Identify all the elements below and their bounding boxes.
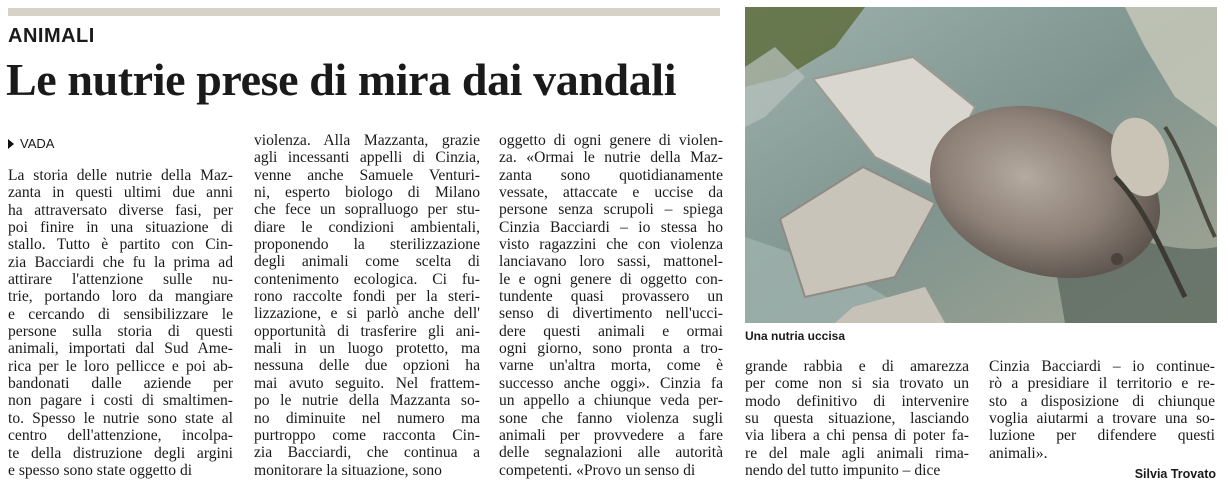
article-text-line: su questa situazione, lasciando [745, 410, 969, 428]
article-text-line: dere questi animali e ormai [499, 322, 723, 340]
article-text-line: Cinzia Bacciardi – io stessa ho [499, 218, 723, 236]
header-rule [8, 8, 720, 16]
article-column-5 [989, 358, 1215, 462]
article-text-line: tundente quasi provassero un [499, 288, 723, 306]
article-text-line: per come non si sia trovato un [745, 375, 969, 393]
byline: Silvia Trovato [1134, 467, 1216, 481]
article-text-line: to. Spesso le nutrie sono state al [8, 409, 233, 427]
article-text-line: La storia delle nutrie della Maz- [8, 167, 233, 184]
section-label: ANIMALI [8, 25, 95, 47]
article-text-line: ha attraversato diverse fasi, per [8, 201, 233, 219]
article-text-line: senso di divertimento nell'ucci- [499, 305, 723, 323]
article-text-line: stallo. Tutto è partito con Cin- [8, 236, 233, 254]
article-text-line: modo definitivo di intervenire [745, 392, 969, 410]
article-text-line: le e ogni genere di oggetto con- [499, 270, 723, 288]
dateline-text: VADA [20, 136, 55, 151]
article-text-line: competenti. «Provo un senso di [499, 461, 696, 479]
article-text-line: e spesso sono state oggetto di [8, 461, 193, 479]
headline: Le nutrie prese di mira dai vandali [6, 54, 677, 105]
article-text-line: ni, esperto biologo di Milano [254, 184, 480, 202]
article-text-line: vessate, attaccate e uccise da [499, 184, 723, 202]
article-text-line: lizzazione, e si parlò anche dell' [254, 305, 480, 323]
article-text-line: nessuna delle due opzioni ha [254, 357, 480, 375]
article-text-line: nendo del tutto impunito – dice [745, 462, 941, 480]
article-text-line: voglia aiutarmi a trovare una so- [989, 410, 1215, 428]
article-text-line: sto a disposizione di chiunque [989, 392, 1215, 410]
article-text-line: rò a presidiare il territorio e re- [989, 375, 1215, 393]
article-text-line: opportunità di trasferire gli ani- [254, 322, 480, 340]
article-text-line: po le nutrie della Mazzanta so- [254, 392, 480, 410]
article-text-line: agli incessanti appelli di Cinzia, [254, 149, 480, 167]
photo-caption: Una nutria uccisa [745, 329, 846, 343]
article-text-line: e cercando di sensibilizzare le [8, 305, 233, 323]
article-text-line: purtroppo come racconta Cin- [254, 426, 480, 444]
article-text-line: rono raccolte fondi per la steri- [254, 288, 480, 306]
article-text-line: che fece un sopralluogo per stu- [254, 201, 480, 219]
article-column-2 [254, 132, 480, 479]
article-text-line: attirare l'attenzione sulle nu- [8, 271, 233, 289]
article-text-line: te della distruzione degli argini [8, 444, 233, 462]
article-column-1 [8, 167, 233, 479]
article-text-line: proponendo la sterilizzazione [254, 236, 480, 254]
article-text-line: zanta in questi ultimi due anni [8, 184, 233, 202]
article-text-line: delle segnalazioni alle autorità [499, 444, 723, 462]
article-text-line: poi finire in una situazione di [8, 219, 233, 237]
article-text-line: mai avuto seguito. Nel frattem- [254, 374, 480, 392]
article-text-line: visto ragazzini che con violenza [499, 236, 723, 254]
article-text-line: trie, portando loro da mangiare [8, 288, 233, 306]
article-text-line: via libera a chi pensa di poter fa- [745, 427, 969, 445]
article-text-line: Cinzia Bacciardi – io continue- [989, 358, 1215, 375]
article-text-line: zia Bacciardi che fu la prima ad [8, 253, 233, 271]
article-text-line: successo anche oggi». Cinzia fa [499, 374, 723, 392]
article-text-line: monitorare la situazione, sono [254, 461, 442, 479]
article-text-line: oggetto di ogni genere di violen- [499, 132, 723, 149]
article-text-line: ogni giorno, sono pronta a tro- [499, 340, 723, 358]
article-text-line: animali, importati dal Sud Ame- [8, 340, 233, 358]
article-text-line: diare le condizioni ambientali, [254, 218, 480, 236]
article-text-line: centro dell'attenzione, incolpa- [8, 427, 233, 445]
article-text-line: venne anche Samuele Venturi- [254, 166, 480, 184]
article-text-line: lanciavano loro sassi, mattonel- [499, 253, 723, 271]
article-text-line: re del male agli animali rima- [745, 444, 969, 462]
article-text-line: animali per provvedere a fare [499, 426, 723, 444]
article-text-line: non pagare i costi di smaltimen- [8, 392, 233, 410]
article-text-line: grande rabbia e di amarezza [745, 358, 969, 375]
article-text-line: contenimento ecologica. Ci fu- [254, 270, 480, 288]
article-text-line: un appello a chiunque veda per- [499, 392, 723, 410]
article-text-line: animali». [989, 444, 1048, 462]
article-text-line: no diminuite nel numero ma [254, 409, 480, 427]
article-text-line: persone senza scrupoli – spiega [499, 201, 723, 219]
article-text-line: violenza. Alla Mazzanta, grazie [254, 132, 480, 149]
article-column-4 [745, 358, 969, 479]
article-text-line: degli animali come scelta di [254, 253, 480, 271]
article-text-line: varne un'altra morta, come è [499, 357, 723, 375]
dead-nutria-photo [745, 7, 1217, 323]
article-text-line: persone sulla storia di questi [8, 323, 233, 341]
article-column-3 [499, 132, 723, 479]
triangle-bullet-icon [8, 139, 14, 149]
article-text-line: sone che fanno violenza sugli [499, 409, 723, 427]
article-text-line: za. «Ormai le nutrie della Maz- [499, 149, 723, 167]
article-text-line: zanta sono quotidianamente [499, 166, 723, 184]
dateline [8, 136, 54, 152]
article-text-line: luzione per difendere questi [989, 427, 1215, 445]
article-text-line: mali in un luogo protetto, ma [254, 340, 480, 358]
article-text-line: bandonati dalle aziende per [8, 375, 233, 393]
article-text-line: zia Bacciardi, che continua a [254, 444, 480, 462]
article-text-line: rica per le loro pellicce e poi ab- [8, 357, 233, 375]
